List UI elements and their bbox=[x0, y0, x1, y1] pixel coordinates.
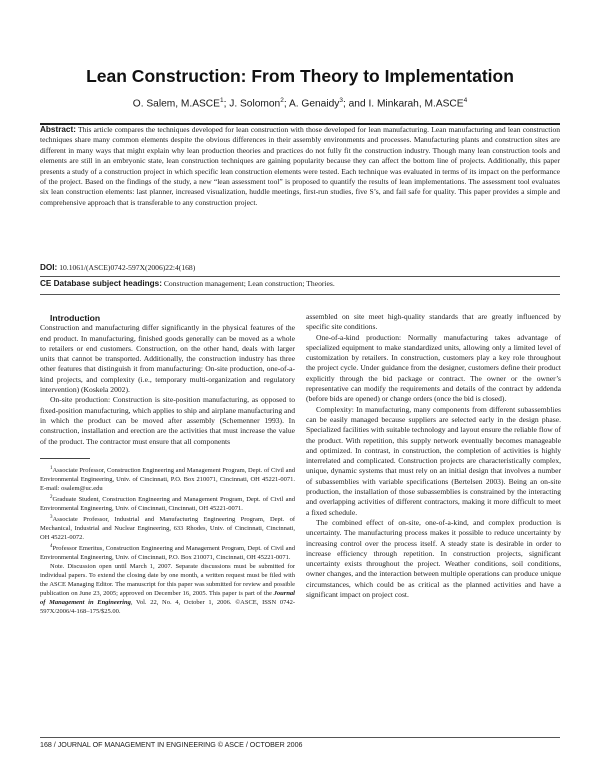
body-paragraph: Complexity: In manufacturing, many components from different subassemblies can be easily managed because suppliers are selected early in the design phase. Specialized facilities with suitable technology and layout ensure the reliable flow of the product. With repetition, this supply network eventually becomes manageable and optimized. In contrast, in construction, the completion of activities is highly interrelated and complicated. Construction projects are characteristically complex, unique, dynamic systems that must rely on an initial design that involves a number of subassemblies with variable specifications (Bertelsen 2003). Being an on-site production, the installation of those subassemblies is constrained by the interacting and overlapping activities of different contractors, making it more difficult to meet a fixed schedule. bbox=[306, 404, 561, 517]
footnote-mark: 1 bbox=[50, 465, 53, 471]
note-text: Note. Discussion open until March 1, 2007. Separate discussions must be submitted for individual papers. To extend the closing date by one month, a written request must be filed with the ASCE Managing Editor. The manuscript for this paper was submitted for review and possible publication on June 23, 2005; approved on December 16, 2005. This paper is part of the bbox=[40, 563, 295, 598]
author-name: ; A. Genaidy bbox=[283, 98, 340, 110]
footnote-text: Professor Emeritus, Construction Engineering and Management Program, Dept. of Civil and Environmental Engineering, Univ. of Cincinnati, P.O. Box 210071, Cincinnati, OH 45221-0071. bbox=[40, 545, 295, 562]
author-name: O. Salem, M.ASCE bbox=[132, 98, 220, 110]
footnote bbox=[40, 542, 295, 562]
footnotes bbox=[40, 464, 295, 617]
section-heading-introduction: Introduction bbox=[50, 313, 101, 323]
author-affiliation-mark: 2 bbox=[280, 97, 284, 104]
footnote-rule bbox=[40, 458, 90, 459]
doi-value[interactable]: 10.1061/(ASCE)0742-597X(2006)22:4(168) bbox=[59, 263, 196, 272]
footnote-text: Associate Professor, Construction Engineering and Management Program, Dept. of Civil and Environmental Engineering, Univ. of Cincinnati, P.O. Box 210071, Cincinnati, OH 45221-0071. E-mail: osalem@uc.edu bbox=[40, 467, 295, 493]
author-name: ; J. Solomon bbox=[223, 98, 281, 110]
note-text: , Vol. 22, No. 4, October 1, 2006. ©ASCE, ISSN 0742-597X/2006/4-168–175/$25.00. bbox=[40, 599, 295, 616]
footnote-text: Graduate Student, Construction Engineering and Management Program, Dept. of Civil and Environmental Engineering, Univ. of Cincinnati, Cincinnati, OH 45221-0071. bbox=[40, 496, 295, 513]
footnote bbox=[40, 513, 295, 542]
subject-headings-label: CE Database subject headings: bbox=[40, 279, 162, 288]
footnote-mark: 2 bbox=[50, 495, 53, 501]
footnote-mark: 3 bbox=[50, 515, 53, 521]
right-column bbox=[306, 312, 561, 600]
author-name: ; and I. Minkarah, M.ASCE bbox=[342, 98, 464, 110]
footnote-mark: 4 bbox=[50, 544, 53, 550]
abstract-label: Abstract: bbox=[40, 125, 76, 134]
body-paragraph: The combined effect of on-site, one-of-a-kind, and complex production is uncertainty. The manufacturing process makes it possible to reduce uncertainty by increasing control over the process itself. A steady state is desirable in order to increase efficiency through repetition. In construction projects, significant uncertainty exists throughout the project. Weather conditions, soil conditions, owner changes, and the interaction between multiple operations can produce unique circumstances, which could be as critical as the planned activities and have a significant impact on project cost. bbox=[306, 517, 561, 600]
journal-name: Journal of Management in Engineering bbox=[40, 590, 295, 607]
divider bbox=[40, 294, 560, 295]
abstract-text: This article compares the techniques developed for lean construction with those developed for lean manufacturing. Lean manufacturing and lean construction techniques share many common elements despite the obvious differences in their assembly environments and processes. Manufacturing plants and construction sites are different in many ways that might explain why lean production theories and practices do not fully fit the construction industry. Though many lean construction tools and elements are still in an embryonic state, lean construction techniques are gaining popularity because they can affect the bottom line of projects. Additionally, this paper presents a study of a construction project in which specific lean construction elements were tested. Each technique was evaluated in terms of its impact on the performance of the project. Based on the findings of the study, a new “lean assessment tool” is proposed to quantify the results of lean implementations. The assessment tool evaluates six lean construction elements: last planner, increased visualization, huddle meetings, first-run studies, five S’s, and fail safe for quality. This paper provides a simple and comprehensive approach that is transferable to any construction project. bbox=[40, 125, 560, 207]
divider bbox=[40, 276, 560, 277]
page-footer: 168 / JOURNAL OF MANAGEMENT IN ENGINEERING © ASCE / OCTOBER 2006 bbox=[40, 737, 560, 749]
abstract-block bbox=[40, 125, 560, 208]
footnote bbox=[40, 464, 295, 493]
doi-label: DOI: bbox=[40, 263, 58, 272]
author-affiliation-mark: 4 bbox=[463, 97, 468, 104]
author-affiliation-mark: 1 bbox=[219, 97, 224, 104]
body-paragraph: One-of-a-kind production: Normally manufacturing takes advantage of specialized equipment to make standardized units, allowing only a limited level of customization by retailers. In construction, customers play a key role throughout the project cycle. Under guidance from the designer, customers define their product explicitly through the bid package or contract. The owner or the owner’s representative can modify the requirements and details of the contract by addenda (before bids are opened) or change orders (once the bid is closed). bbox=[306, 332, 561, 404]
body-paragraph: assembled on site meet high-quality standards that are greatly influenced by specific site conditions. bbox=[306, 312, 561, 332]
author-list bbox=[0, 97, 600, 109]
body-paragraph: Construction and manufacturing differ significantly in the physical features of the end product. In manufacturing, finished goods generally can be moved as a whole to retailers or end customers. Construction, on the other hand, deals with larger units that cannot be transported. Additionally, the construction industry has three other features that distinguish it from manufacturing: On-site production, one-of-a-kind projects, and complexity (i.e., temporary multi-organization and regulatory intervention) (Koskela 2002). bbox=[40, 323, 295, 395]
doi-line bbox=[40, 263, 195, 272]
subject-headings bbox=[40, 279, 560, 288]
left-column bbox=[40, 313, 295, 616]
paper-title: Lean Construction: From Theory to Implementation bbox=[86, 66, 514, 86]
footnote bbox=[40, 493, 295, 513]
subject-headings-value: Construction management; Lean construction; Theories. bbox=[163, 279, 335, 288]
body-paragraph: On-site production: Construction is site-position manufacturing, as opposed to fixed-position manufacturing, which applies to ship and airplane manufacturing and in which the product can be moved after assembly (Schemenner 1993). In construction, installation and erection are the activities that must increase the value of the product. The contractor must ensure that all components bbox=[40, 395, 295, 446]
footnote-text: Associate Professor, Industrial and Manufacturing Engineering Program, Dept. of Mechanical, Industrial and Nuclear Engineering, 633 Rhodes, Univ. of Cincinnati, Cincinnati, OH 45221-0072. bbox=[40, 516, 295, 542]
submission-note bbox=[40, 562, 295, 616]
author-affiliation-mark: 3 bbox=[339, 97, 343, 104]
